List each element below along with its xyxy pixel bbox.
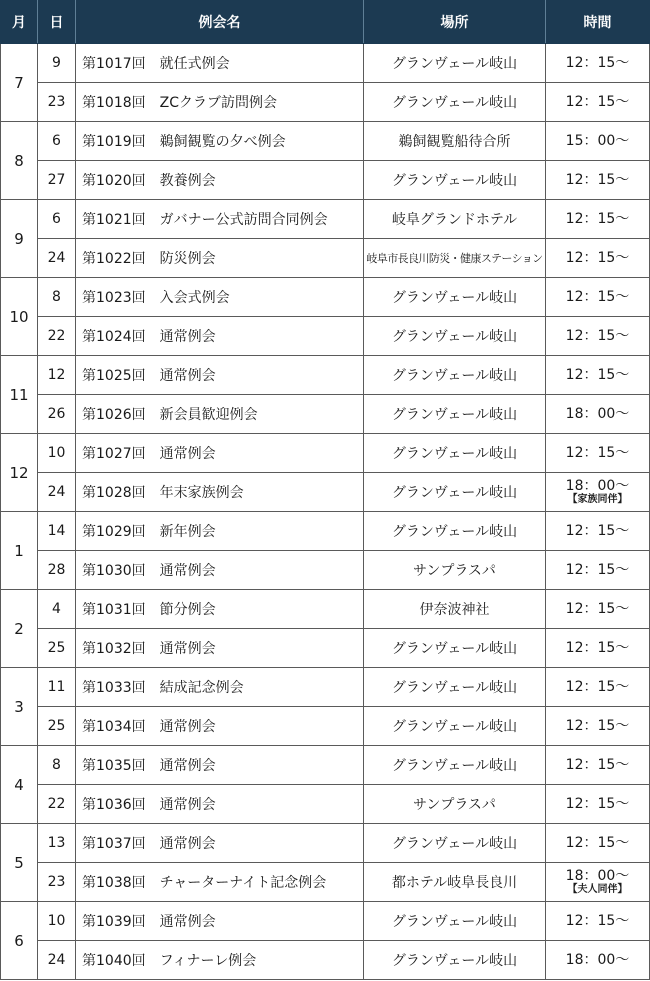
month-cell: 7: [1, 44, 38, 122]
time-cell: [546, 434, 650, 473]
meeting-name-cell: [76, 746, 364, 785]
meeting-number: 第1037回: [82, 836, 146, 852]
day-cell: 13: [38, 824, 76, 863]
day-cell: 24: [38, 239, 76, 278]
day-cell: 12: [38, 356, 76, 395]
venue-cell: グランヴェール岐山: [364, 707, 546, 746]
start-time: 12：15～: [565, 679, 630, 695]
day-cell: 28: [38, 551, 76, 590]
venue-cell: サンプラスパ: [364, 551, 546, 590]
venue-cell: グランヴェール岐山: [364, 44, 546, 83]
start-time: 12：15～: [565, 172, 630, 188]
venue-cell: サンプラスパ: [364, 785, 546, 824]
table-body: [1, 44, 650, 980]
venue-cell: グランヴェール岐山: [364, 512, 546, 551]
meeting-name-cell: [76, 668, 364, 707]
time-cell: [546, 122, 650, 161]
meeting-name-cell: [76, 512, 364, 551]
meeting-name-cell: [76, 239, 364, 278]
time-cell: [546, 785, 650, 824]
meeting-name-cell: [76, 863, 364, 902]
meeting-name-cell: [76, 707, 364, 746]
meeting-number: 第1021回: [82, 212, 146, 228]
meeting-title: 防災例会: [159, 251, 216, 267]
venue-cell: グランヴェール岐山: [364, 161, 546, 200]
venue-cell: グランヴェール岐山: [364, 746, 546, 785]
meeting-title: 年末家族例会: [159, 485, 244, 501]
table-row: [1, 44, 650, 83]
meeting-name-cell: [76, 902, 364, 941]
day-cell: 22: [38, 317, 76, 356]
start-time: 12：15～: [565, 562, 630, 578]
time-cell: [546, 746, 650, 785]
table-row: [1, 902, 650, 941]
start-time: 18：00～: [565, 952, 630, 968]
header-row: [1, 1, 650, 44]
attendance-note: 【夫人同伴】: [567, 884, 628, 895]
day-cell: 6: [38, 122, 76, 161]
month-cell: 2: [1, 590, 38, 668]
venue-cell: グランヴェール岐山: [364, 824, 546, 863]
time-cell: [546, 83, 650, 122]
venue-cell: グランヴェール岐山: [364, 356, 546, 395]
start-time: 12：15～: [565, 289, 630, 305]
venue-cell: 岐阜グランドホテル: [364, 200, 546, 239]
venue-cell: グランヴェール岐山: [364, 473, 546, 512]
time-cell: [546, 317, 650, 356]
meeting-number: 第1025回: [82, 368, 146, 384]
meeting-name-cell: [76, 122, 364, 161]
meeting-number: 第1020回: [82, 173, 146, 189]
start-time: 12：15～: [565, 55, 630, 71]
meeting-number: 第1033回: [82, 680, 146, 696]
time-cell: [546, 629, 650, 668]
table-row: [1, 668, 650, 707]
time-cell: [546, 863, 650, 902]
meeting-name-cell: [76, 200, 364, 239]
venue-cell: グランヴェール岐山: [364, 395, 546, 434]
day-cell: 25: [38, 629, 76, 668]
day-cell: 23: [38, 863, 76, 902]
table-row: [1, 239, 650, 278]
meeting-number: 第1031回: [82, 602, 146, 618]
meeting-name-cell: [76, 785, 364, 824]
meeting-title: 就任式例会: [159, 56, 230, 72]
start-time: 12：15～: [565, 211, 630, 227]
venue-cell: グランヴェール岐山: [364, 902, 546, 941]
meeting-title: 通常例会: [159, 446, 216, 462]
month-cell: 3: [1, 668, 38, 746]
start-time: 12：15～: [565, 367, 630, 383]
venue-cell: 伊奈波神社: [364, 590, 546, 629]
meeting-name-cell: [76, 317, 364, 356]
meeting-title: 鵜飼観覧の夕べ例会: [159, 134, 286, 150]
meeting-number: 第1040回: [82, 953, 146, 969]
table-row: [1, 122, 650, 161]
meeting-number: 第1035回: [82, 758, 146, 774]
day-cell: 22: [38, 785, 76, 824]
table-row: [1, 317, 650, 356]
time-cell: [546, 278, 650, 317]
time-cell: [546, 200, 650, 239]
time-cell: [546, 512, 650, 551]
meeting-number: 第1026回: [82, 407, 146, 423]
meeting-name-cell: [76, 473, 364, 512]
meeting-number: 第1029回: [82, 524, 146, 540]
venue-cell: グランヴェール岐山: [364, 629, 546, 668]
meeting-title: フィナーレ例会: [159, 953, 257, 969]
meeting-number: 第1022回: [82, 251, 146, 267]
header-meeting-name: 例会名: [76, 1, 364, 44]
day-cell: 11: [38, 668, 76, 707]
meeting-name-cell: [76, 629, 364, 668]
header-day: 日: [38, 1, 76, 44]
time-cell: [546, 161, 650, 200]
meeting-name-cell: [76, 941, 364, 980]
attendance-note: 【家族同伴】: [567, 494, 628, 505]
table-header: [1, 1, 650, 44]
time-cell: [546, 668, 650, 707]
venue-cell: 岐阜市長良川防災・健康ステーション: [364, 239, 546, 278]
time-cell: [546, 902, 650, 941]
table-row: [1, 824, 650, 863]
table-row: [1, 629, 650, 668]
start-time: 18：00～: [565, 478, 630, 494]
time-cell: [546, 941, 650, 980]
start-time: 12：15～: [565, 757, 630, 773]
day-cell: 10: [38, 902, 76, 941]
meeting-title: 通常例会: [159, 836, 216, 852]
day-cell: 8: [38, 746, 76, 785]
start-time: 12：15～: [565, 523, 630, 539]
day-cell: 14: [38, 512, 76, 551]
meeting-name-cell: [76, 395, 364, 434]
start-time: 12：15～: [565, 328, 630, 344]
time-cell: [546, 473, 650, 512]
meeting-title: 通常例会: [159, 719, 216, 735]
table-row: [1, 863, 650, 902]
meeting-number: 第1018回: [82, 95, 146, 111]
table-row: [1, 83, 650, 122]
time-cell: [546, 590, 650, 629]
table-row: [1, 473, 650, 512]
table-row: [1, 434, 650, 473]
meeting-name-cell: [76, 278, 364, 317]
meeting-name-cell: [76, 551, 364, 590]
month-cell: 9: [1, 200, 38, 278]
month-cell: 11: [1, 356, 38, 434]
meeting-title: ZCクラブ訪問例会: [159, 95, 278, 111]
start-time: 12：15～: [565, 250, 630, 266]
time-cell: [546, 44, 650, 83]
day-cell: 25: [38, 707, 76, 746]
table-row: [1, 395, 650, 434]
day-cell: 26: [38, 395, 76, 434]
meeting-number: 第1024回: [82, 329, 146, 345]
time-cell: [546, 356, 650, 395]
meeting-number: 第1017回: [82, 56, 146, 72]
month-cell: 4: [1, 746, 38, 824]
meeting-name-cell: [76, 83, 364, 122]
day-cell: 10: [38, 434, 76, 473]
table-row: [1, 161, 650, 200]
venue-cell: グランヴェール岐山: [364, 941, 546, 980]
day-cell: 23: [38, 83, 76, 122]
month-cell: 10: [1, 278, 38, 356]
venue-cell: グランヴェール岐山: [364, 278, 546, 317]
meeting-title: 通常例会: [159, 368, 216, 384]
venue-cell: グランヴェール岐山: [364, 83, 546, 122]
start-time: 12：15～: [565, 796, 630, 812]
time-cell: [546, 824, 650, 863]
meeting-number: 第1039回: [82, 914, 146, 930]
table-row: [1, 590, 650, 629]
header-month: 月: [1, 1, 38, 44]
day-cell: 24: [38, 941, 76, 980]
start-time: 15：00～: [565, 133, 630, 149]
meeting-title: 通常例会: [159, 914, 216, 930]
start-time: 12：15～: [565, 718, 630, 734]
start-time: 12：15～: [565, 913, 630, 929]
month-cell: 1: [1, 512, 38, 590]
day-cell: 9: [38, 44, 76, 83]
venue-cell: 鵜飼観覧船待合所: [364, 122, 546, 161]
day-cell: 24: [38, 473, 76, 512]
month-cell: 6: [1, 902, 38, 980]
venue-cell: 都ホテル岐阜長良川: [364, 863, 546, 902]
table-row: [1, 551, 650, 590]
meeting-name-cell: [76, 44, 364, 83]
header-time: 時間: [546, 1, 650, 44]
table-row: [1, 278, 650, 317]
meeting-number: 第1027回: [82, 446, 146, 462]
month-cell: 8: [1, 122, 38, 200]
meeting-title: 新会員歓迎例会: [159, 407, 258, 423]
meeting-title: 通常例会: [159, 758, 216, 774]
meeting-name-cell: [76, 824, 364, 863]
meeting-number: 第1028回: [82, 485, 146, 501]
meeting-title: 通常例会: [159, 641, 216, 657]
venue-cell: グランヴェール岐山: [364, 668, 546, 707]
table-row: [1, 356, 650, 395]
meeting-title: ガバナー公式訪問合同例会: [159, 212, 328, 228]
month-cell: 5: [1, 824, 38, 902]
day-cell: 4: [38, 590, 76, 629]
table-row: [1, 200, 650, 239]
meeting-name-cell: [76, 161, 364, 200]
meeting-title: 入会式例会: [159, 290, 230, 306]
header-venue: 場所: [364, 1, 546, 44]
start-time: 12：15～: [565, 601, 630, 617]
meeting-title: チャーターナイト記念例会: [159, 875, 327, 891]
meeting-number: 第1019回: [82, 134, 146, 150]
meeting-title: 通常例会: [159, 329, 216, 345]
table-row: [1, 512, 650, 551]
meeting-number: 第1034回: [82, 719, 146, 735]
meeting-number: 第1036回: [82, 797, 146, 813]
table-row: [1, 785, 650, 824]
meeting-number: 第1023回: [82, 290, 146, 306]
meeting-number: 第1038回: [82, 875, 146, 891]
start-time: 12：15～: [565, 835, 630, 851]
time-cell: [546, 239, 650, 278]
month-cell: 12: [1, 434, 38, 512]
meeting-name-cell: [76, 590, 364, 629]
venue-cell: グランヴェール岐山: [364, 317, 546, 356]
start-time: 18：00～: [565, 406, 630, 422]
start-time: 12：15～: [565, 445, 630, 461]
meeting-title: 節分例会: [159, 602, 216, 618]
day-cell: 27: [38, 161, 76, 200]
time-cell: [546, 551, 650, 590]
start-time: 12：15～: [565, 94, 630, 110]
meeting-number: 第1032回: [82, 641, 146, 657]
meeting-name-cell: [76, 356, 364, 395]
venue-cell: グランヴェール岐山: [364, 434, 546, 473]
time-cell: [546, 395, 650, 434]
meeting-title: 新年例会: [159, 524, 216, 540]
meeting-title: 通常例会: [159, 797, 216, 813]
day-cell: 6: [38, 200, 76, 239]
start-time: 12：15～: [565, 640, 630, 656]
meeting-title: 教養例会: [159, 173, 216, 189]
table-row: [1, 707, 650, 746]
table-row: [1, 746, 650, 785]
table-row: [1, 941, 650, 980]
start-time: 18：00～: [565, 868, 630, 884]
meeting-number: 第1030回: [82, 563, 146, 579]
meeting-title: 結成記念例会: [159, 680, 244, 696]
meeting-name-cell: [76, 434, 364, 473]
time-cell: [546, 707, 650, 746]
meeting-title: 通常例会: [159, 563, 216, 579]
day-cell: 8: [38, 278, 76, 317]
